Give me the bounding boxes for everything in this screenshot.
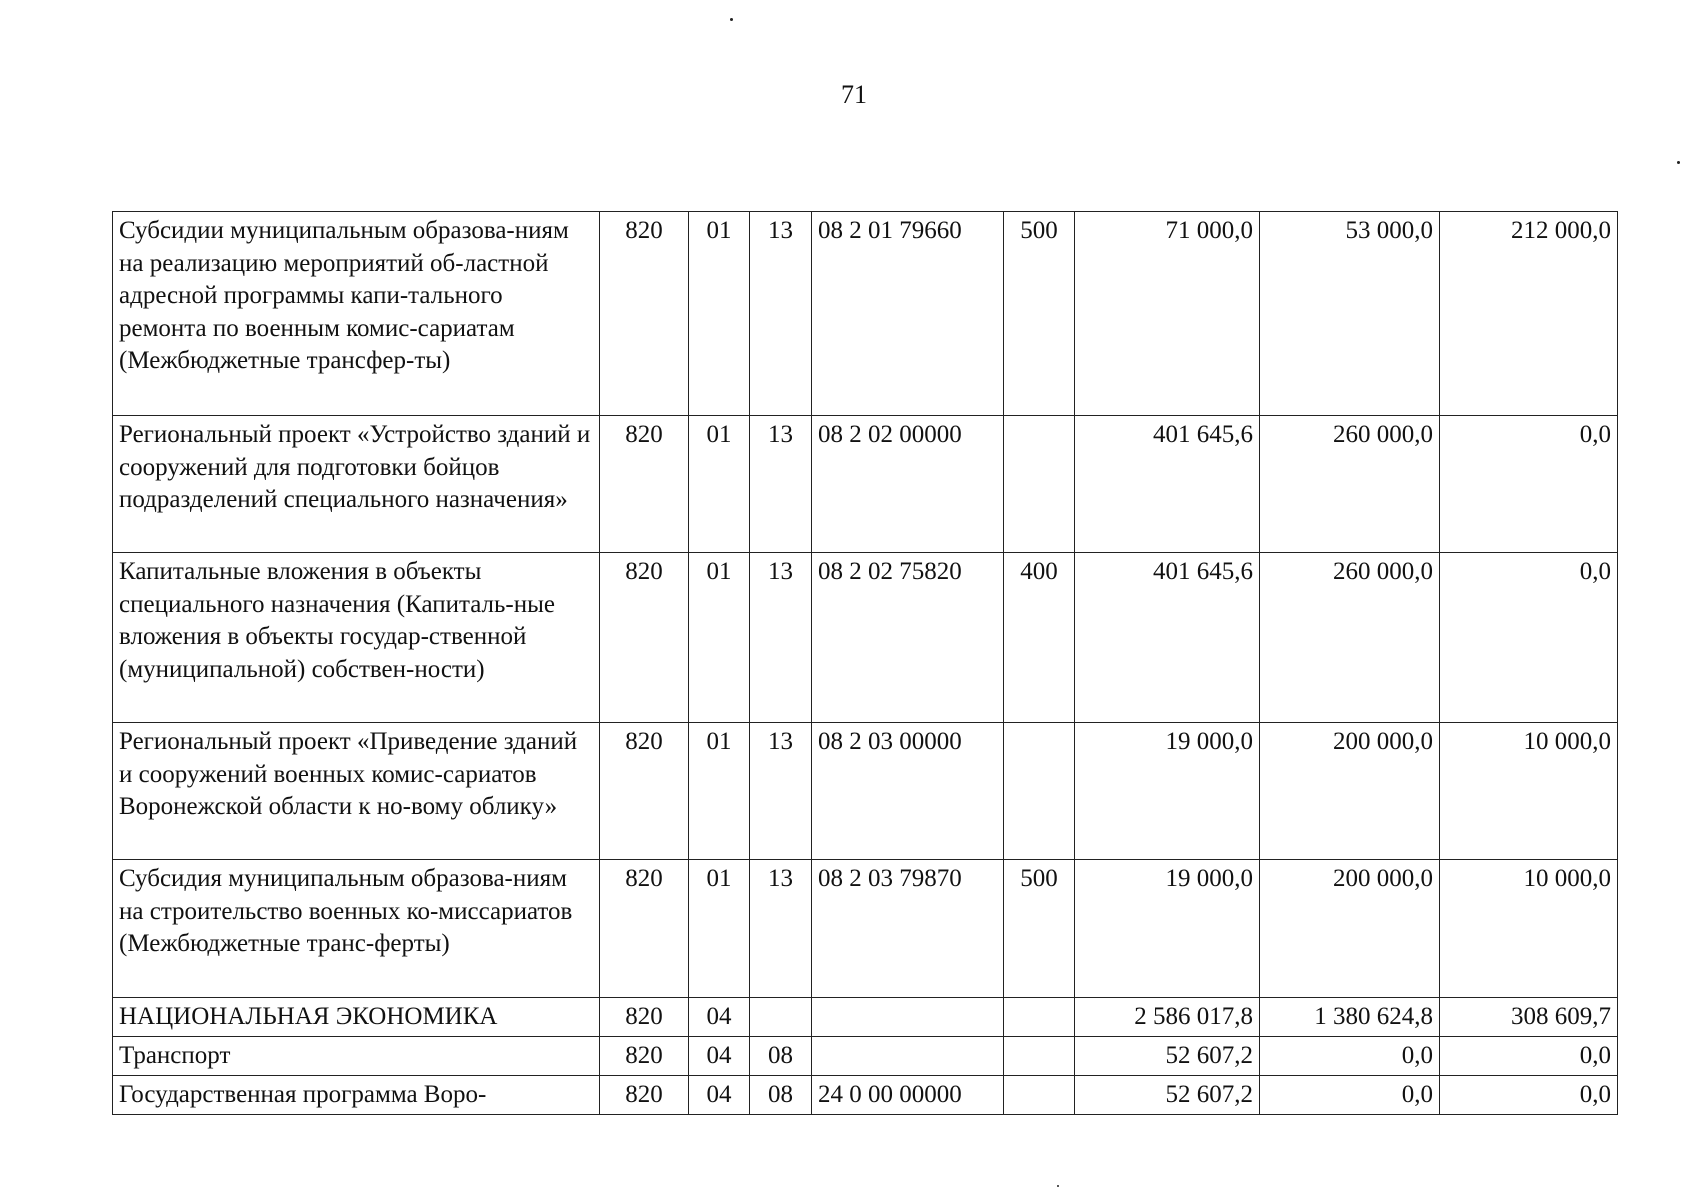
row-vr: [1004, 998, 1075, 1037]
row-sum-2: 260 000,0: [1260, 553, 1440, 723]
row-sum-1: 71 000,0: [1075, 212, 1260, 416]
row-sum-3: 0,0: [1440, 1037, 1618, 1076]
row-vr: [1004, 416, 1075, 553]
row-rz: 04: [689, 998, 750, 1037]
row-vr: 500: [1004, 860, 1075, 998]
row-sum-3: 212 000,0: [1440, 212, 1618, 416]
row-sum-2: 0,0: [1260, 1076, 1440, 1115]
row-name: Региональный проект «Приведение зданий и сооружений военных комис-сариатов Воронежской области к но-вому облику»: [113, 723, 600, 860]
row-grbs: 820: [600, 723, 689, 860]
row-pr: 13: [750, 860, 812, 998]
row-vr: [1004, 1037, 1075, 1076]
row-pr: 08: [750, 1037, 812, 1076]
table-row: [113, 860, 1618, 998]
row-sum-2: 260 000,0: [1260, 416, 1440, 553]
row-pr: [750, 998, 812, 1037]
row-sum-1: 401 645,6: [1075, 553, 1260, 723]
row-sum-2: 200 000,0: [1260, 860, 1440, 998]
table-row: [113, 553, 1618, 723]
row-rz: 01: [689, 860, 750, 998]
row-name: Транспорт: [113, 1037, 600, 1076]
scan-speck: [1677, 161, 1680, 164]
row-rz: 04: [689, 1076, 750, 1115]
row-name: Государственная программа Воро-: [113, 1076, 600, 1115]
row-target: 08 2 03 00000: [812, 723, 1004, 860]
row-grbs: 820: [600, 416, 689, 553]
row-pr: 13: [750, 723, 812, 860]
row-grbs: 820: [600, 1076, 689, 1115]
row-target: 08 2 01 79660: [812, 212, 1004, 416]
table-row: [113, 1037, 1618, 1076]
row-rz: 01: [689, 723, 750, 860]
row-sum-3: 0,0: [1440, 416, 1618, 553]
row-sum-2: 200 000,0: [1260, 723, 1440, 860]
row-sum-1: 401 645,6: [1075, 416, 1260, 553]
row-target: 08 2 03 79870: [812, 860, 1004, 998]
row-name: Капитальные вложения в объекты специального назначения (Капиталь-ные вложения в объекты государ-ственной (муниципальной) собствен-ности): [113, 553, 600, 723]
row-pr: 08: [750, 1076, 812, 1115]
row-name: Субсидия муниципальным образова-ниям на строительство военных ко-миссариатов (Межбюджетные транс-ферты): [113, 860, 600, 998]
scan-speck: [730, 18, 733, 21]
table-row: [113, 1076, 1618, 1115]
row-name: Региональный проект «Устройство зданий и сооружений для подготовки бойцов подразделений специального назначения»: [113, 416, 600, 553]
row-sum-1: 52 607,2: [1075, 1076, 1260, 1115]
page-number: 71: [841, 80, 867, 109]
row-target: [812, 998, 1004, 1037]
row-vr: [1004, 723, 1075, 860]
row-vr: 500: [1004, 212, 1075, 416]
row-grbs: 820: [600, 553, 689, 723]
row-pr: 13: [750, 553, 812, 723]
row-rz: 01: [689, 553, 750, 723]
table-row: [113, 416, 1618, 553]
row-sum-1: 2 586 017,8: [1075, 998, 1260, 1037]
table-body: [113, 212, 1618, 1115]
table-row: [113, 212, 1618, 416]
row-sum-2: 53 000,0: [1260, 212, 1440, 416]
row-pr: 13: [750, 212, 812, 416]
row-target: 08 2 02 00000: [812, 416, 1004, 553]
row-sum-2: 0,0: [1260, 1037, 1440, 1076]
row-grbs: 820: [600, 1037, 689, 1076]
row-name: НАЦИОНАЛЬНАЯ ЭКОНОМИКА: [113, 998, 600, 1037]
row-vr: 400: [1004, 553, 1075, 723]
row-sum-3: 0,0: [1440, 553, 1618, 723]
budget-table: [112, 211, 1618, 1115]
row-rz: 01: [689, 212, 750, 416]
row-grbs: 820: [600, 212, 689, 416]
row-sum-1: 19 000,0: [1075, 723, 1260, 860]
row-grbs: 820: [600, 998, 689, 1037]
row-target: [812, 1037, 1004, 1076]
table-row: [113, 998, 1618, 1037]
row-sum-2: 1 380 624,8: [1260, 998, 1440, 1037]
row-target: 24 0 00 00000: [812, 1076, 1004, 1115]
scan-speck: [1057, 1185, 1059, 1187]
table-row: [113, 723, 1618, 860]
row-name: Субсидии муниципальным образова-ниям на реализацию мероприятий об-ластной адресной программы капи-тального ремонта по военным комис-сариатам (Межбюджетные трансфер-ты): [113, 212, 600, 416]
row-sum-3: 308 609,7: [1440, 998, 1618, 1037]
row-vr: [1004, 1076, 1075, 1115]
row-sum-3: 10 000,0: [1440, 860, 1618, 998]
row-pr: 13: [750, 416, 812, 553]
row-sum-3: 0,0: [1440, 1076, 1618, 1115]
row-sum-1: 19 000,0: [1075, 860, 1260, 998]
row-target: 08 2 02 75820: [812, 553, 1004, 723]
row-rz: 04: [689, 1037, 750, 1076]
row-grbs: 820: [600, 860, 689, 998]
row-sum-3: 10 000,0: [1440, 723, 1618, 860]
row-sum-1: 52 607,2: [1075, 1037, 1260, 1076]
row-rz: 01: [689, 416, 750, 553]
